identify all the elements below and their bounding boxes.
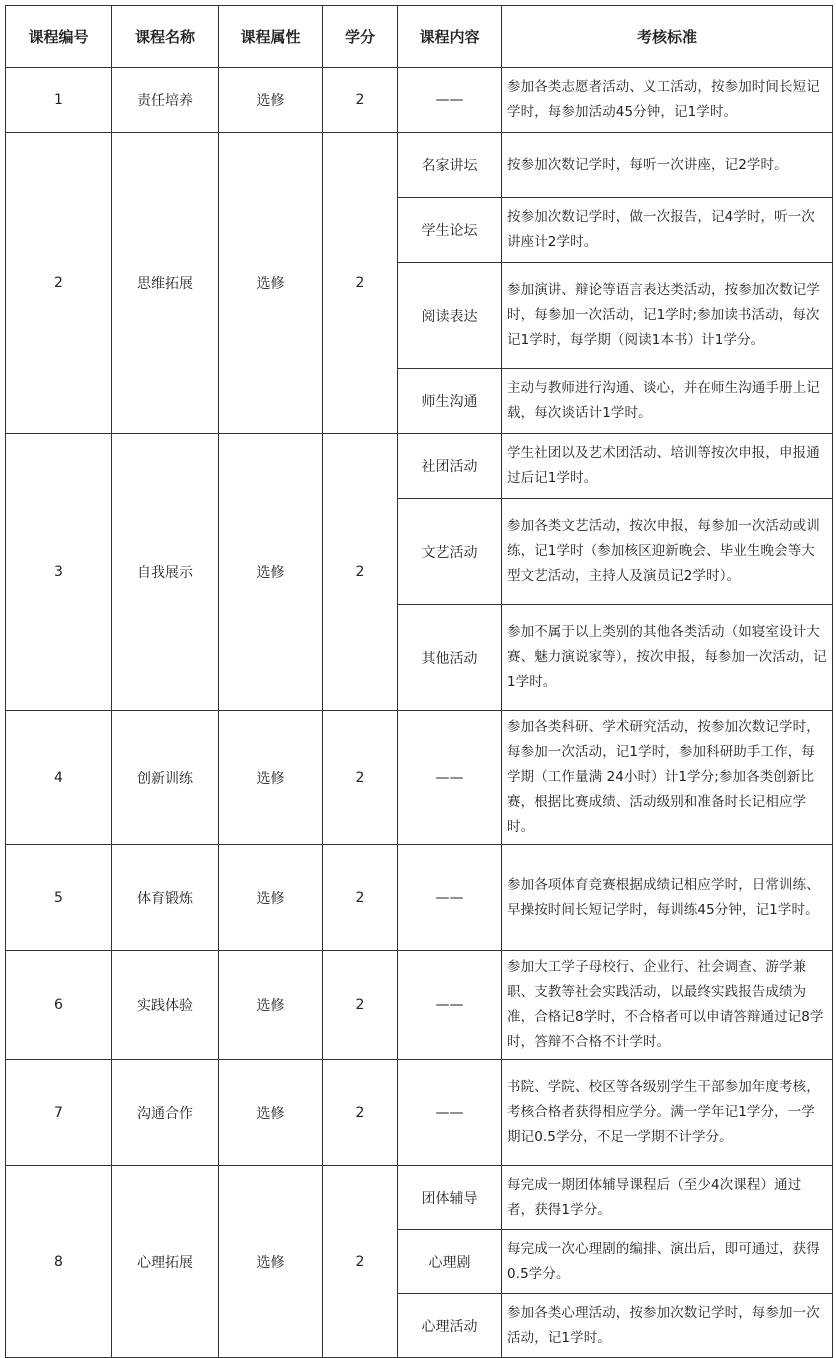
course-standard: 参加各项体育竞赛根据成绩记相应学时，日常训练、早操按时间长短记学时，每训练45分钟，记1学时。 xyxy=(502,845,833,951)
course-credit: 2 xyxy=(323,711,398,845)
course-content: 文艺活动 xyxy=(398,499,502,605)
course-no: 6 xyxy=(6,951,112,1060)
course-attr: 选修 xyxy=(219,1166,323,1358)
course-credit: 2 xyxy=(323,1166,398,1358)
course-no: 3 xyxy=(6,434,112,711)
course-content: 社团活动 xyxy=(398,434,502,499)
course-attr: 选修 xyxy=(219,68,323,133)
course-standard: 主动与教师进行沟通、谈心，并在师生沟通手册上记载，每次谈话计1学时。 xyxy=(502,369,833,434)
course-content: 名家讲坛 xyxy=(398,133,502,198)
course-content: 阅读表达 xyxy=(398,263,502,369)
header-content: 课程内容 xyxy=(398,6,502,68)
header-course-no: 课程编号 xyxy=(6,6,112,68)
course-standard: 参加大工学子母校行、企业行、社会调查、游学兼职、支教等社会实践活动，以最终实践报告成绩为准，合格记8学时，不合格者可以申请答辩通过记8学时，答辩不合格不计学时。 xyxy=(502,951,833,1060)
table-row xyxy=(6,133,833,198)
table-row xyxy=(6,68,833,133)
course-content: 团体辅导 xyxy=(398,1166,502,1230)
course-standard: 学生社团以及艺术团活动、培训等按次申报，申报通过后记1学时。 xyxy=(502,434,833,499)
table-row xyxy=(6,711,833,845)
course-attr: 选修 xyxy=(219,434,323,711)
course-content: —— xyxy=(398,68,502,133)
course-standard: 参加各类文艺活动，按次申报，每参加一次活动或训练，记1学时（参加核区迎新晚会、毕业生晚会等大型文艺活动，主持人及演员记2学时）。 xyxy=(502,499,833,605)
table-row xyxy=(6,1060,833,1166)
course-content: 学生论坛 xyxy=(398,198,502,263)
table-row xyxy=(6,1166,833,1230)
course-credit: 2 xyxy=(323,133,398,434)
course-credit: 2 xyxy=(323,951,398,1060)
course-standard: 参加演讲、辩论等语言表达类活动，按参加次数记学时，每参加一次活动，记1学时;参加读书活动，每次记1学时，每学期（阅读1本书）计1学分。 xyxy=(502,263,833,369)
course-name: 心理拓展 xyxy=(112,1166,219,1358)
table-row xyxy=(6,951,833,1060)
course-name: 实践体验 xyxy=(112,951,219,1060)
course-attr: 选修 xyxy=(219,951,323,1060)
course-attr: 选修 xyxy=(219,711,323,845)
course-credit: 2 xyxy=(323,434,398,711)
course-standard: 每完成一次心理剧的编排、演出后，即可通过，获得 0.5学分。 xyxy=(502,1230,833,1294)
course-standard: 参加各类心理活动，按参加次数记学时，每参加一次活动，记1学时。 xyxy=(502,1294,833,1358)
course-no: 7 xyxy=(6,1060,112,1166)
course-credit: 2 xyxy=(323,68,398,133)
course-name: 责任培养 xyxy=(112,68,219,133)
course-standard: 每完成一期团体辅导课程后（至少4次课程）通过者，获得1学分。 xyxy=(502,1166,833,1230)
course-content: 其他活动 xyxy=(398,605,502,711)
course-no: 1 xyxy=(6,68,112,133)
course-content: —— xyxy=(398,845,502,951)
course-no: 4 xyxy=(6,711,112,845)
course-standard: 按参加次数记学时，做一次报告，记4学时，听一次讲座计2学时。 xyxy=(502,198,833,263)
course-content: —— xyxy=(398,1060,502,1166)
course-content: —— xyxy=(398,711,502,845)
course-standard: 参加各类科研、学术研究活动，按参加次数记学时，每参加一次活动，记1学时，参加科研助手工作，每学期（工作量满 24小时）计1学分;参加各类创新比赛，根据比赛成绩、活动级别和准备时长记相应学时。 xyxy=(502,711,833,845)
table-row xyxy=(6,434,833,499)
course-standard: 按参加次数记学时，每听一次讲座，记2学时。 xyxy=(502,133,833,198)
course-name: 自我展示 xyxy=(112,434,219,711)
course-attr: 选修 xyxy=(219,133,323,434)
course-standard: 参加不属于以上类别的其他各类活动（如寝室设计大赛、魅力演说家等），按次申报，每参加一次活动，记1学时。 xyxy=(502,605,833,711)
course-name: 沟通合作 xyxy=(112,1060,219,1166)
course-content: 师生沟通 xyxy=(398,369,502,434)
course-table xyxy=(5,5,833,1358)
course-credit: 2 xyxy=(323,845,398,951)
table-row xyxy=(6,845,833,951)
course-no: 5 xyxy=(6,845,112,951)
course-content: 心理剧 xyxy=(398,1230,502,1294)
course-content: 心理活动 xyxy=(398,1294,502,1358)
header-course-name: 课程名称 xyxy=(112,6,219,68)
course-name: 创新训练 xyxy=(112,711,219,845)
course-name: 体育锻炼 xyxy=(112,845,219,951)
course-credit: 2 xyxy=(323,1060,398,1166)
course-content: —— xyxy=(398,951,502,1060)
course-name: 思维拓展 xyxy=(112,133,219,434)
header-row xyxy=(6,6,833,68)
course-standard: 书院、学院、校区等各级别学生干部参加年度考核，考核合格者获得相应学分。满一学年记1学分，一学期记0.5学分，不足一学期不计学分。 xyxy=(502,1060,833,1166)
header-course-attr: 课程属性 xyxy=(219,6,323,68)
header-standard: 考核标准 xyxy=(502,6,833,68)
course-attr: 选修 xyxy=(219,845,323,951)
course-attr: 选修 xyxy=(219,1060,323,1166)
header-credit: 学分 xyxy=(323,6,398,68)
course-standard: 参加各类志愿者活动、义工活动，按参加时间长短记学时，每参加活动45分钟，记1学时。 xyxy=(502,68,833,133)
course-no: 2 xyxy=(6,133,112,434)
course-no: 8 xyxy=(6,1166,112,1358)
